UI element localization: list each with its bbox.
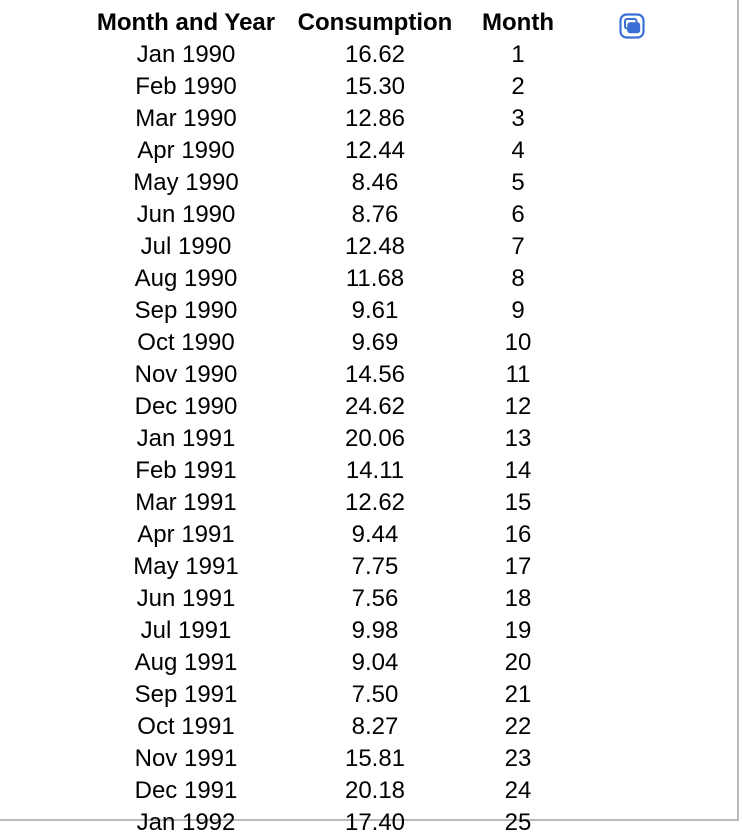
cell-month-and-year: Aug 1990 xyxy=(134,265,238,292)
table-row xyxy=(80,167,578,199)
table-row xyxy=(80,775,578,807)
cell-month: 14 xyxy=(504,457,532,484)
cell-month: 16 xyxy=(504,521,532,548)
cell-consumption: 15.81 xyxy=(344,745,406,772)
cell-consumption: 9.04 xyxy=(351,649,399,676)
copy-data-button[interactable] xyxy=(619,13,645,39)
cell-month: 8 xyxy=(511,265,525,292)
cell-month: 20 xyxy=(504,649,532,676)
cell-month: 5 xyxy=(511,169,525,196)
cell-month: 4 xyxy=(511,137,525,164)
cell-consumption: 24.62 xyxy=(344,393,406,420)
cell-consumption: 9.98 xyxy=(351,617,399,644)
cell-month-and-year: Oct 1990 xyxy=(137,329,235,356)
cell-month: 15 xyxy=(504,489,532,516)
cell-month-and-year: Sep 1990 xyxy=(134,297,238,324)
cell-month: 9 xyxy=(511,297,525,324)
cell-consumption: 15.30 xyxy=(344,73,406,100)
cell-consumption: 17.40 xyxy=(344,809,406,836)
cell-consumption: 12.44 xyxy=(344,137,406,164)
table-row xyxy=(80,199,578,231)
cell-month: 22 xyxy=(504,713,532,740)
cell-month: 1 xyxy=(511,41,525,68)
cell-month-and-year: Dec 1990 xyxy=(134,393,238,420)
header-month-and-year: Month and Year xyxy=(96,9,276,36)
table-body xyxy=(80,39,578,839)
table-row xyxy=(80,647,578,679)
cell-month: 12 xyxy=(504,393,532,420)
cell-month: 19 xyxy=(504,617,532,644)
cell-month: 24 xyxy=(504,777,532,804)
cell-consumption: 12.62 xyxy=(344,489,406,516)
table-row xyxy=(80,39,578,71)
cell-consumption: 20.18 xyxy=(344,777,406,804)
cell-month-and-year: Feb 1990 xyxy=(135,73,237,100)
cell-month-and-year: Dec 1991 xyxy=(134,777,238,804)
header-consumption: Consumption xyxy=(297,9,453,36)
cell-consumption: 8.27 xyxy=(351,713,399,740)
cell-month-and-year: Jan 1991 xyxy=(136,425,236,452)
cell-consumption: 9.61 xyxy=(351,297,399,324)
table-row xyxy=(80,359,578,391)
table-row xyxy=(80,583,578,615)
cell-consumption: 12.86 xyxy=(344,105,406,132)
cell-month-and-year: Feb 1991 xyxy=(135,457,237,484)
cell-month-and-year: Jul 1990 xyxy=(140,233,232,260)
table-row xyxy=(80,71,578,103)
cell-consumption: 9.69 xyxy=(351,329,399,356)
cell-month-and-year: Aug 1991 xyxy=(134,649,238,676)
cell-consumption: 16.62 xyxy=(344,41,406,68)
table-row xyxy=(80,295,578,327)
cell-month-and-year: May 1990 xyxy=(133,169,239,196)
cell-consumption: 7.50 xyxy=(351,681,399,708)
cell-month: 11 xyxy=(505,361,531,388)
cell-month-and-year: Mar 1991 xyxy=(135,489,237,516)
table-row xyxy=(80,263,578,295)
cell-consumption: 7.75 xyxy=(351,553,399,580)
table-row xyxy=(80,615,578,647)
cell-month: 17 xyxy=(504,553,532,580)
cell-month: 10 xyxy=(504,329,532,356)
table-row xyxy=(80,487,578,519)
cell-month: 7 xyxy=(511,233,525,260)
cell-consumption: 8.46 xyxy=(351,169,399,196)
table-row xyxy=(80,391,578,423)
cell-month: 18 xyxy=(504,585,532,612)
cell-consumption: 20.06 xyxy=(344,425,406,452)
cell-month-and-year: Jun 1990 xyxy=(136,201,236,228)
cell-month: 2 xyxy=(511,73,525,100)
table-row xyxy=(80,743,578,775)
cell-consumption: 7.56 xyxy=(351,585,399,612)
cell-month-and-year: Jul 1991 xyxy=(140,617,232,644)
cell-consumption: 9.44 xyxy=(351,521,399,548)
data-table xyxy=(80,6,578,839)
table-row xyxy=(80,711,578,743)
cell-month-and-year: Jun 1991 xyxy=(136,585,236,612)
table-row xyxy=(80,807,578,839)
cell-month-and-year: Jan 1992 xyxy=(136,809,236,836)
table-row xyxy=(80,135,578,167)
cell-consumption: 14.56 xyxy=(344,361,406,388)
cell-month: 25 xyxy=(504,809,532,836)
table-row xyxy=(80,327,578,359)
cell-month: 21 xyxy=(504,681,532,708)
cell-month-and-year: Sep 1991 xyxy=(134,681,238,708)
cell-month-and-year: Nov 1990 xyxy=(134,361,238,388)
table-row xyxy=(80,455,578,487)
table-row xyxy=(80,231,578,263)
cell-month: 6 xyxy=(511,201,525,228)
cell-month-and-year: Jan 1990 xyxy=(136,41,236,68)
copy-icon xyxy=(619,13,645,39)
cell-consumption: 11.68 xyxy=(345,265,405,292)
cell-month-and-year: Nov 1991 xyxy=(134,745,238,772)
cell-month-and-year: Apr 1991 xyxy=(137,521,235,548)
table-row xyxy=(80,423,578,455)
cell-month: 23 xyxy=(504,745,532,772)
cell-consumption: 12.48 xyxy=(344,233,406,260)
cell-month: 13 xyxy=(504,425,532,452)
cell-month-and-year: May 1991 xyxy=(133,553,239,580)
cell-month-and-year: Apr 1990 xyxy=(137,137,235,164)
table-row xyxy=(80,679,578,711)
cell-month-and-year: Oct 1991 xyxy=(137,713,235,740)
table-header-row xyxy=(80,6,578,39)
cell-month-and-year: Mar 1990 xyxy=(135,105,237,132)
cell-consumption: 14.11 xyxy=(345,457,405,484)
table-row xyxy=(80,551,578,583)
cell-month: 3 xyxy=(511,105,525,132)
table-row xyxy=(80,519,578,551)
cell-consumption: 8.76 xyxy=(351,201,399,228)
table-row xyxy=(80,103,578,135)
header-month: Month xyxy=(482,9,554,36)
